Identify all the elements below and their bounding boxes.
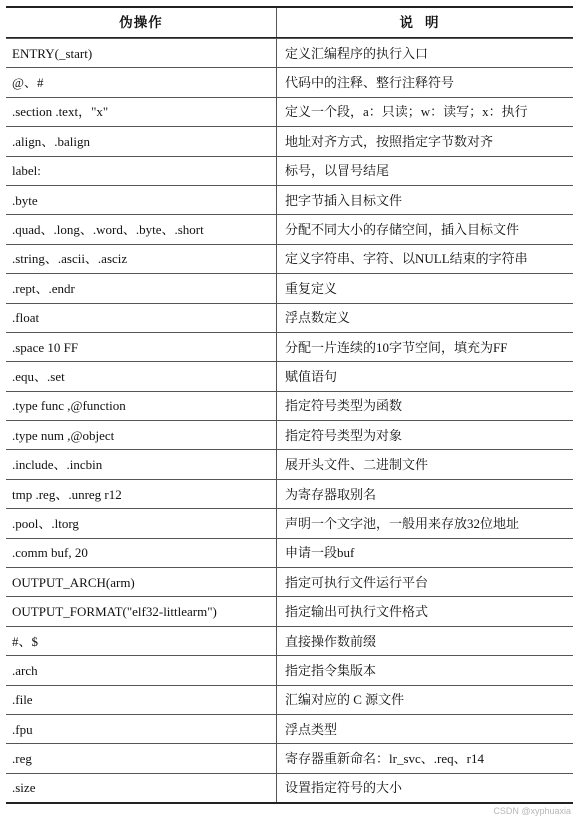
description-cell: 定义一个段，a：只读；w：读写；x：执行 <box>285 104 528 120</box>
table-row <box>6 332 573 361</box>
pseudo-op-cell: .reg <box>6 744 277 772</box>
description-cell: 直接操作数前缀 <box>285 633 377 649</box>
pseudo-op-cell: .type num ,@object <box>6 421 277 449</box>
table-row <box>6 391 573 420</box>
table-row <box>6 567 573 596</box>
pseudo-op-cell: ENTRY(_start) <box>6 39 277 67</box>
description-cell: 指定指令集版本 <box>285 662 377 678</box>
pseudo-op-cell: .align、.balign <box>6 127 277 155</box>
description-cell: 代码中的注释、整行注释符号 <box>285 75 455 91</box>
description-cell: 浮点类型 <box>285 721 338 737</box>
description-cell: 申请一段buf <box>285 545 355 561</box>
description-cell: 汇编对应的 C 源文件 <box>285 692 405 708</box>
pseudo-op-cell: .space 10 FF <box>6 333 277 361</box>
table-row <box>6 126 573 155</box>
table-row <box>6 479 573 508</box>
pseudo-op-cell: .size <box>6 774 277 802</box>
pseudo-op-cell: .comm buf, 20 <box>6 539 277 567</box>
description-cell: 指定可执行文件运行平台 <box>285 574 429 590</box>
table-row <box>6 773 573 802</box>
table-row <box>6 449 573 478</box>
pseudo-op-cell: .string、.ascii、.asciz <box>6 245 277 273</box>
description-cell: 寄存器重新命名：lr_svc、.req、r14 <box>285 751 484 767</box>
pseudo-op-cell: .quad、.long、.word、.byte、.short <box>6 215 277 243</box>
table-row <box>6 303 573 332</box>
table-row <box>6 714 573 743</box>
description-cell: 分配一片连续的10字节空间，填充为FF <box>285 339 508 355</box>
table-row <box>6 420 573 449</box>
pseudo-op-cell: tmp .reg、.unreg r12 <box>6 480 277 508</box>
table-row <box>6 38 573 67</box>
pseudo-op-cell: @、# <box>6 68 277 96</box>
table-row <box>6 538 573 567</box>
description-cell: 把字节插入目标文件 <box>285 192 403 208</box>
table-row <box>6 185 573 214</box>
table-row <box>6 626 573 655</box>
header-pseudo-op: 伪操作 <box>6 8 277 37</box>
pseudo-op-cell: .type func ,@function <box>6 392 277 420</box>
pseudo-op-table <box>6 6 573 804</box>
watermark-text: CSDN @xyphuaxia <box>493 806 571 816</box>
description-cell: 设置指定符号的大小 <box>285 780 403 796</box>
table-header-row <box>6 8 573 38</box>
pseudo-op-cell: .fpu <box>6 715 277 743</box>
pseudo-op-cell: .include、.incbin <box>6 450 277 478</box>
description-cell: 定义汇编程序的执行入口 <box>285 45 429 61</box>
description-cell: 标号，以冒号结尾 <box>285 163 390 179</box>
description-cell: 指定符号类型为函数 <box>285 398 403 414</box>
table-row <box>6 214 573 243</box>
description-cell: 指定符号类型为对象 <box>285 427 403 443</box>
description-cell: 展开头文件、二进制文件 <box>285 457 429 473</box>
pseudo-op-cell: .file <box>6 686 277 714</box>
pseudo-op-cell: label: <box>6 157 277 185</box>
pseudo-op-cell: .arch <box>6 656 277 684</box>
description-cell: 为寄存器取别名 <box>285 486 377 502</box>
pseudo-op-cell: OUTPUT_ARCH(arm) <box>6 568 277 596</box>
table-row <box>6 273 573 302</box>
description-cell: 浮点数定义 <box>285 310 351 326</box>
table-row <box>6 244 573 273</box>
pseudo-op-cell: OUTPUT_FORMAT("elf32-littlearm") <box>6 597 277 625</box>
table-row <box>6 685 573 714</box>
pseudo-op-cell: .rept、.endr <box>6 274 277 302</box>
pseudo-op-cell: #、$ <box>6 627 277 655</box>
header-description: 说明 <box>399 14 451 30</box>
description-cell: 声明一个文字池，一般用来存放32位地址 <box>285 515 520 531</box>
table-row <box>6 97 573 126</box>
table-row <box>6 508 573 537</box>
pseudo-op-cell: .equ、.set <box>6 362 277 390</box>
table-row <box>6 67 573 96</box>
table-row <box>6 361 573 390</box>
description-cell: 定义字符串、字符、以NULL结束的字符串 <box>285 251 528 267</box>
description-cell: 分配不同大小的存储空间，插入目标文件 <box>285 222 520 238</box>
pseudo-op-cell: .pool、.ltorg <box>6 509 277 537</box>
description-cell: 指定输出可执行文件格式 <box>285 604 429 620</box>
table-row <box>6 156 573 185</box>
pseudo-op-cell: .section .text，"x" <box>6 98 277 126</box>
pseudo-op-cell: .float <box>6 304 277 332</box>
description-cell: 重复定义 <box>285 280 338 296</box>
description-cell: 地址对齐方式，按照指定字节数对齐 <box>285 133 494 149</box>
table-row <box>6 655 573 684</box>
description-cell: 赋值语句 <box>285 368 338 384</box>
table-row <box>6 596 573 625</box>
pseudo-op-cell: .byte <box>6 186 277 214</box>
table-row <box>6 743 573 772</box>
